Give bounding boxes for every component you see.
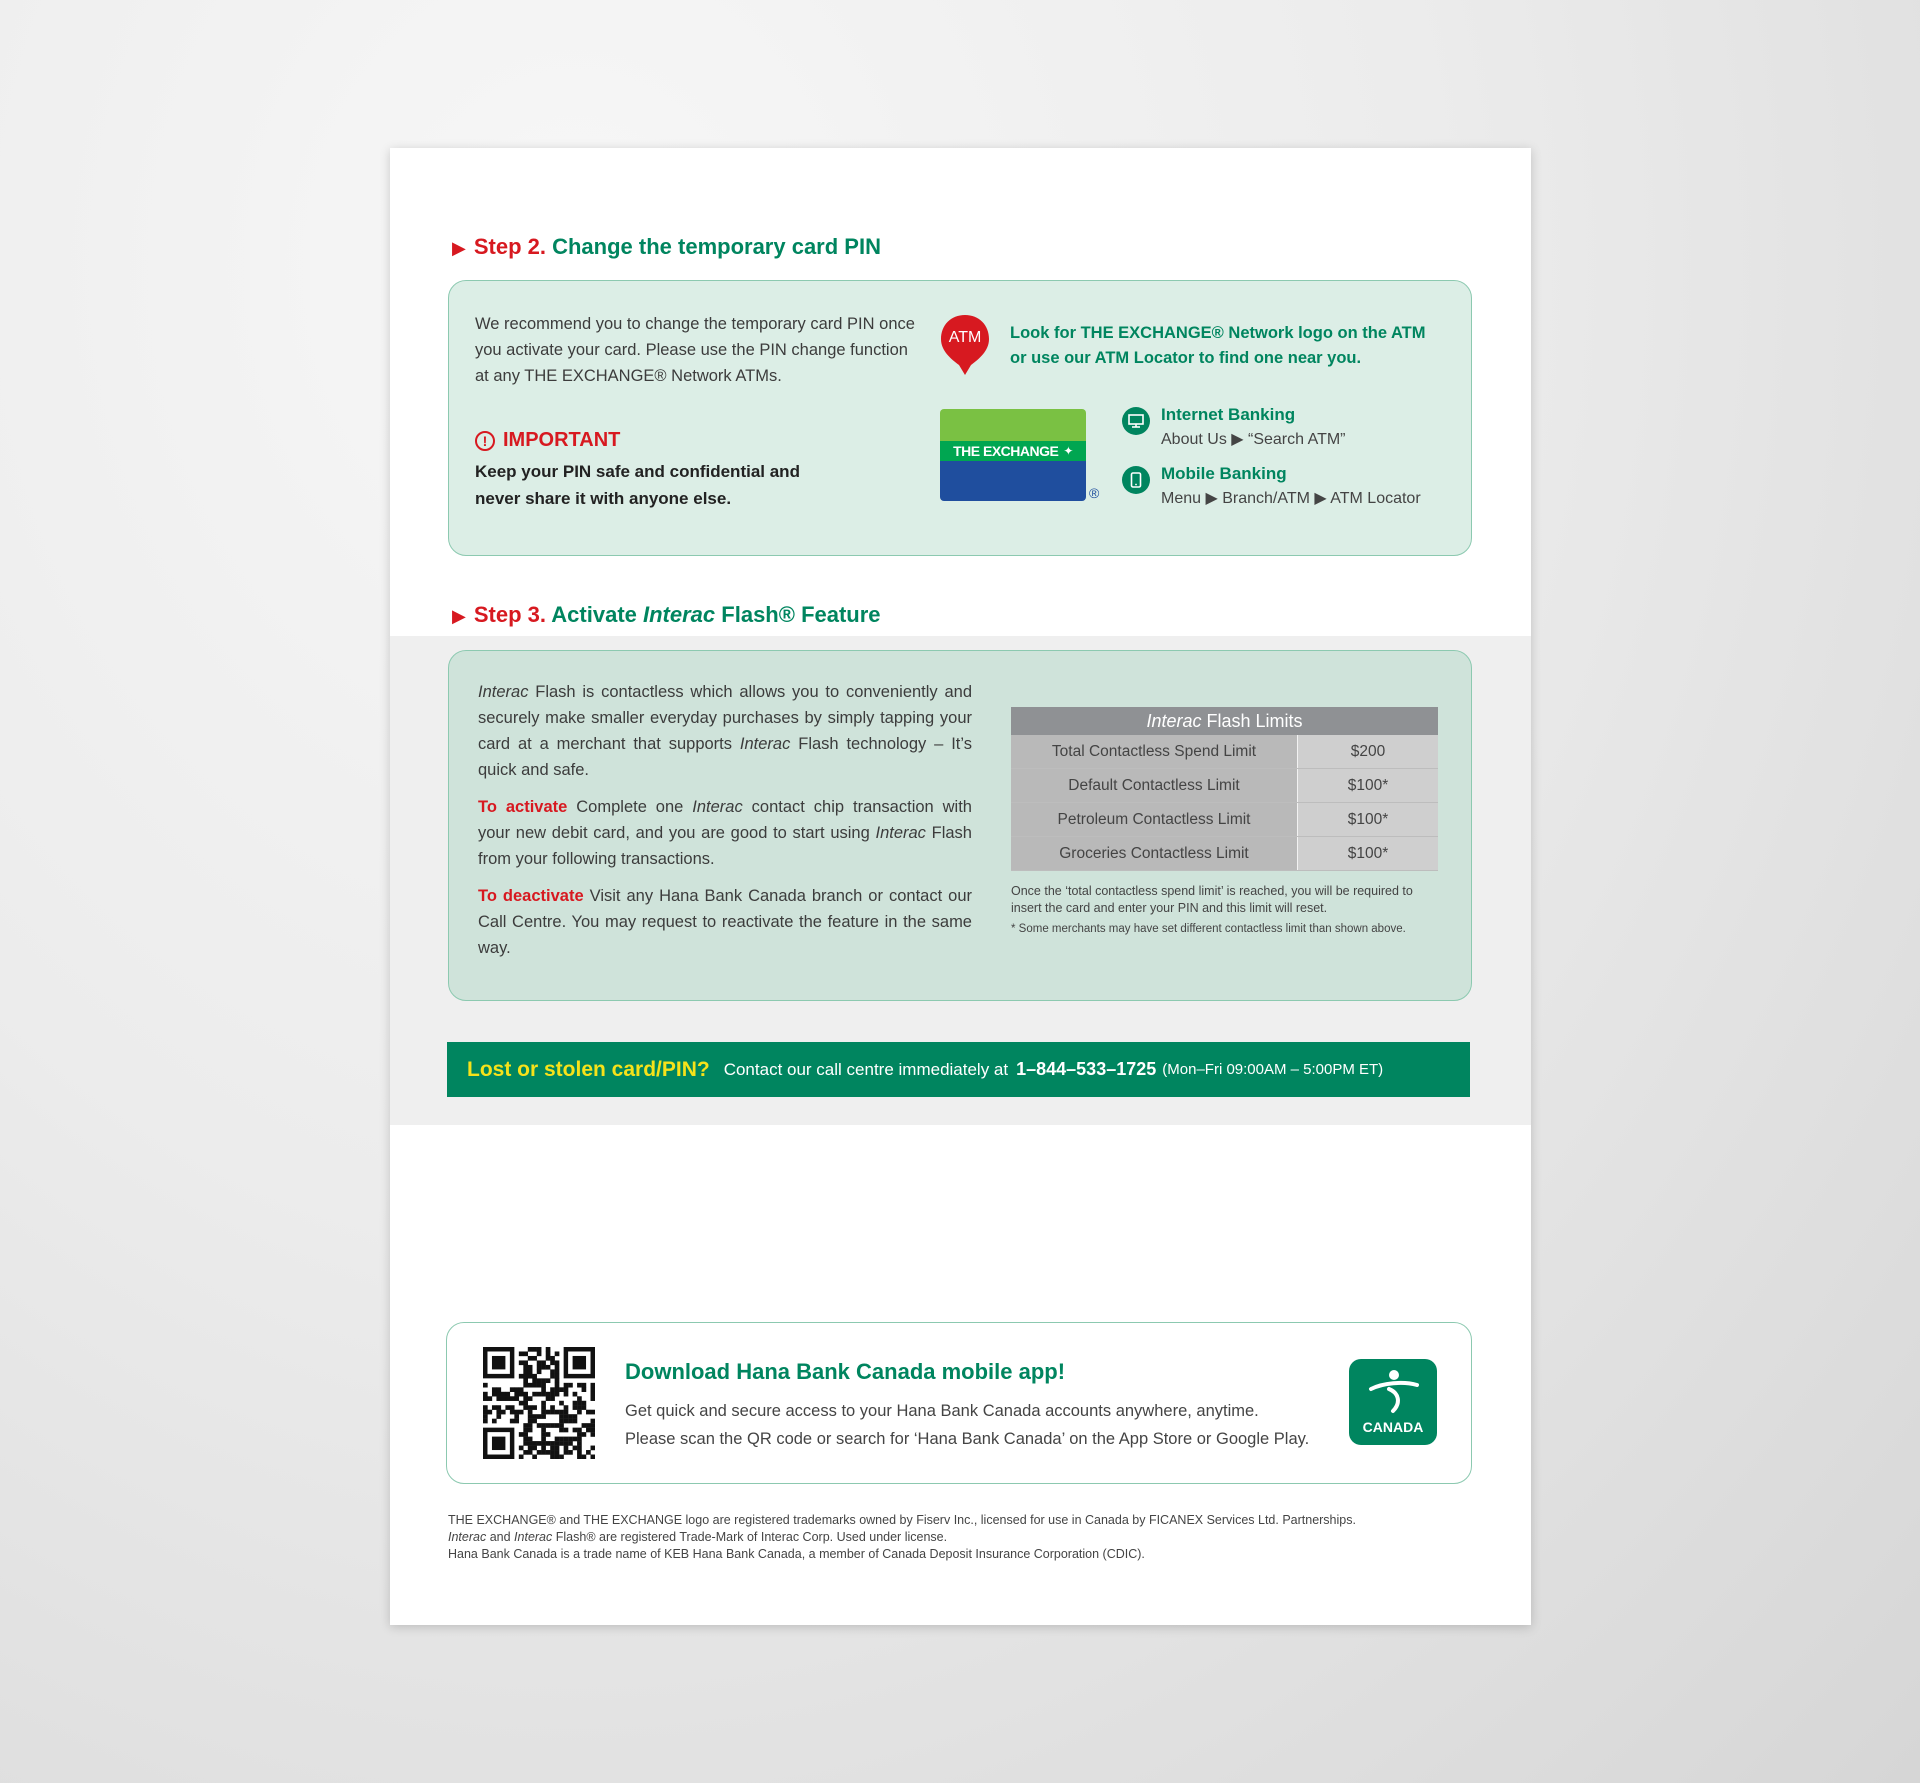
alert-circle-icon: ! — [475, 431, 495, 451]
activate-paragraph: To activate Complete one Interac contact chip transaction with your new debit card, and you are good to start using Interac Flash from your following transactions. — [478, 798, 972, 868]
table-row: Petroleum Contactless Limit $100* — [1011, 803, 1438, 837]
chevron-right-icon: ▶ — [452, 606, 466, 626]
flash-limits-table — [1011, 707, 1438, 871]
important-heading: ! IMPORTANT — [475, 429, 815, 452]
phone-number[interactable]: 1–844–533–1725 — [1016, 1059, 1157, 1079]
table-row: Default Contactless Limit $100* — [1011, 769, 1438, 803]
important-block — [475, 429, 815, 512]
step2-box — [448, 280, 1472, 556]
internet-banking: Internet Banking About Us ▶ “Search ATM” — [1161, 405, 1346, 448]
important-text: Keep your PIN safe and confidential and never share it with anyone else. — [475, 462, 800, 508]
atm-locator-text: Look for THE EXCHANGE® Network logo on the ATM or use our ATM Locator to find one near you. — [1010, 324, 1426, 367]
flash-description — [478, 679, 972, 961]
flyer-page — [390, 148, 1531, 1625]
table-header: Interac Flash Limits — [1011, 707, 1438, 735]
flash-limits — [1011, 707, 1443, 938]
flash-intro: Interac Flash is contactless which allows you to conveniently and securely make smaller everyday purchases by simply tapping your card at a merchant that supports Interac Flash technology – It’s quick and safe. — [478, 683, 973, 779]
registered-mark: ® — [1089, 485, 1100, 501]
map-pin-icon: ATM — [939, 313, 991, 377]
chevron-right-icon: ▶ — [452, 238, 466, 258]
hana-app-icon[interactable]: CANADA — [1349, 1359, 1437, 1445]
table-row: Groceries Contactless Limit $100* — [1011, 837, 1438, 871]
app-download-box — [446, 1322, 1472, 1484]
step3-heading: ▶ Step 3. Activate Interac Flash® Feature — [452, 602, 881, 627]
app-title: Download Hana Bank Canada mobile app! — [625, 1359, 1066, 1384]
monitor-icon — [1122, 407, 1150, 435]
maple-leaf-icon: ✦ — [1063, 444, 1073, 458]
step2-heading: ▶ Step 2. Change the temporary card PIN — [452, 234, 881, 259]
logo-wordmark: THE EXCHANGE ✦ — [940, 441, 1086, 461]
mobile-banking: Mobile Banking Menu ▶ Branch/ATM ▶ ATM Locator — [1161, 464, 1421, 507]
step3-box — [448, 650, 1472, 1001]
table-row: Total Contactless Spend Limit $200 — [1011, 735, 1438, 769]
the-exchange-logo — [940, 409, 1086, 501]
merchant-note: * Some merchants may have set different contactless limit than shown above. — [1011, 923, 1406, 935]
smartphone-icon — [1122, 466, 1150, 494]
legal-disclaimer: THE EXCHANGE® and THE EXCHANGE logo are registered trademarks owned by Fiserv Inc., licensed for use in Canada by FICANEX Services Ltd. Partnerships. Interac and Interac Flash® are registered Trade-Mark of Interac Corp. Used under license. Hana Bank Canada is a trade name of KEB Hana Bank Canada, a member of Canada Deposit Insurance Corporation (CDIC). — [448, 1513, 1356, 1561]
limit-reset-note: Once the ‘total contactless spend limit’ is reached, you will be required to insert the card and enter your PIN and this limit will reset. — [1011, 884, 1413, 915]
step2-intro: We recommend you to change the temporary card PIN once you activate your card. Please use the PIN change function at any THE EXCHANGE® Network ATMs. — [475, 315, 915, 385]
qr-code-icon[interactable] — [483, 1347, 595, 1459]
deactivate-paragraph: To deactivate Visit any Hana Bank Canada branch or contact our Call Centre. You may request to reactivate the feature in the same way. — [478, 887, 972, 957]
app-description: Get quick and secure access to your Hana Bank Canada accounts anywhere, anytime. Please scan the QR code or search for ‘Hana Bank Canada’ on the App Store or Google Play. — [625, 1402, 1310, 1448]
lost-card-bar: Lost or stolen card/PIN? Contact our call centre immediately at 1–844–533–1725 (Mon–Fri 09:00AM – 5:00PM ET) — [447, 1042, 1470, 1097]
